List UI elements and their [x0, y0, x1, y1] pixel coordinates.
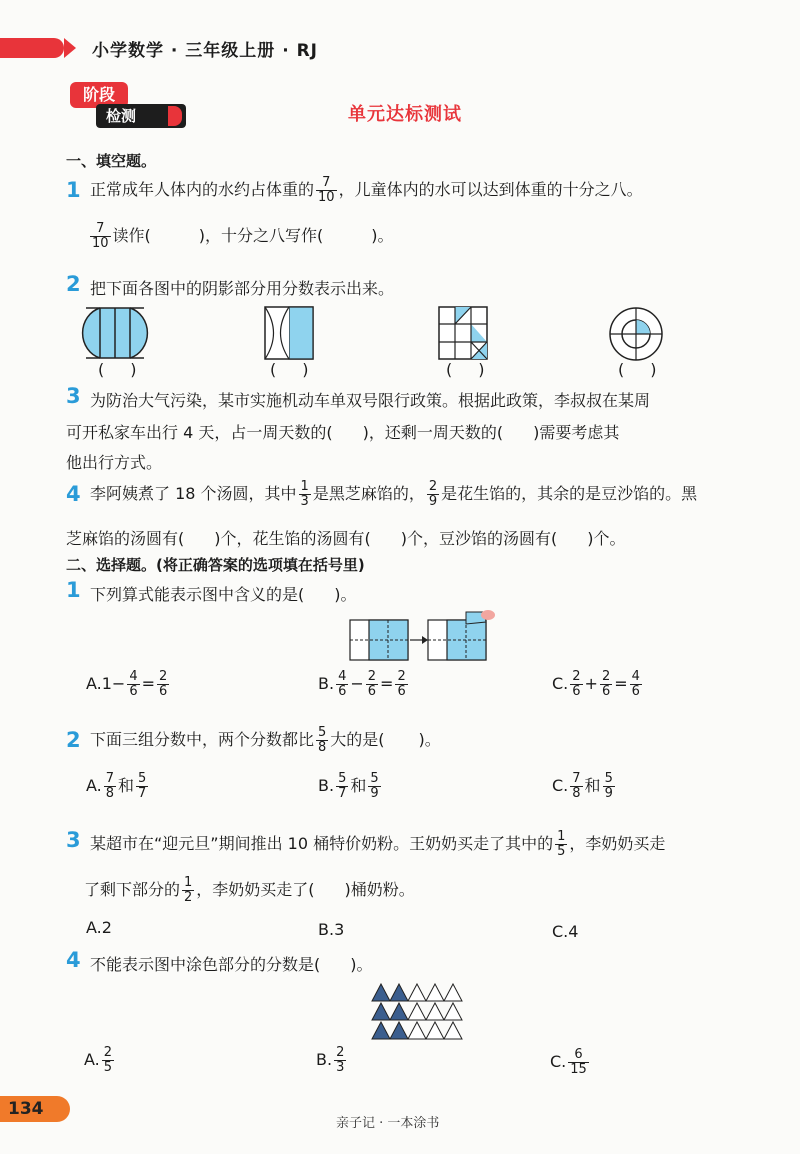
shaded-triangle — [372, 984, 390, 1001]
empty-triangle — [426, 1003, 444, 1020]
operator: = — [380, 674, 394, 693]
s2-q2-option-b[interactable] — [318, 772, 383, 801]
badge-line2: 检测 — [96, 104, 186, 128]
frac-num: 2 — [601, 669, 611, 684]
shaded-triangle — [372, 1003, 390, 1020]
frac-num: 5 — [318, 725, 327, 740]
s2-q3-line1 — [90, 830, 665, 859]
s1-q1-text-e: )。 — [371, 226, 394, 245]
frac-den: 6 — [397, 684, 406, 699]
frac-den: 6 — [367, 684, 377, 699]
frac-den: 15 — [570, 1062, 587, 1077]
frac-den: 6 — [159, 684, 168, 699]
footer-text: 亲子记 · 一本涂书 — [336, 1116, 440, 1131]
s1-q3-line2 — [66, 420, 619, 443]
s1-q4-line2 — [66, 526, 626, 549]
empty-triangle — [444, 1003, 462, 1020]
fraction — [316, 176, 337, 205]
s1-q4-line1 — [90, 480, 697, 509]
figure-target — [608, 306, 664, 362]
frac-den: 9 — [604, 786, 613, 801]
frac-num: 7 — [90, 222, 111, 237]
s2-q4-option-c[interactable] — [550, 1048, 591, 1077]
s2q3-line2-a: 了剩下部分的 — [84, 880, 181, 899]
s2-q1-option-c[interactable] — [552, 670, 644, 699]
frac-num: 2 — [397, 669, 406, 684]
q4-line2-b: )个，花生馅的汤圆有( — [214, 529, 371, 548]
header-accent-bar — [0, 38, 64, 58]
s2-q4-option-b[interactable] — [316, 1046, 348, 1075]
s2-q4-text — [90, 952, 373, 975]
stage-test-badge — [70, 82, 182, 130]
frac-num: 4 — [338, 669, 347, 684]
q4-line2-c: )个，豆沙馅的汤圆有( — [400, 529, 558, 548]
s1-q2-text: 把下面各图中的阴影部分用分数表示出来。 — [90, 279, 395, 298]
figure-curved-rect — [264, 306, 316, 360]
frac-num: 5 — [604, 771, 613, 786]
shaded-triangle — [390, 1022, 408, 1039]
operator: − — [350, 674, 364, 693]
option-label: C. — [552, 674, 569, 693]
paren-open: ( — [98, 360, 105, 379]
s2q2-text-a: 下面三组分数中，两个分数都比 — [90, 730, 315, 749]
frac-den: 7 — [338, 786, 347, 801]
empty-triangle — [444, 1022, 462, 1039]
frac-num: 7 — [105, 771, 115, 786]
s1-q1-line1 — [90, 176, 643, 205]
q4-text-b: 是黑芝麻馅的， — [312, 484, 425, 503]
s2q3-line2-b: ，李奶奶买走了( — [196, 880, 315, 899]
fraction — [299, 480, 311, 509]
fraction — [102, 1046, 114, 1075]
and-word: 和 — [584, 776, 601, 795]
frac-den: 6 — [572, 684, 581, 699]
s2q3-text-b: ，李奶奶买走 — [569, 834, 666, 853]
q4-text-c: 是花生馅的，其余的是豆沙馅的。黑 — [441, 484, 698, 503]
blank-fig3[interactable] — [446, 360, 485, 379]
fraction — [570, 772, 582, 801]
s2-q2-option-a[interactable] — [86, 772, 150, 801]
s2q1-text-b: )。 — [334, 585, 357, 604]
s1-q1-text-b: ，儿童体内的水可以达到体重的十分之八。 — [338, 180, 643, 199]
empty-triangle — [408, 1003, 426, 1020]
fraction — [568, 1048, 589, 1077]
s2-q4-option-a[interactable] — [84, 1046, 116, 1075]
s2-q3-option-c[interactable]: C.4 — [552, 922, 579, 941]
q3-text-b: )，还剩一周天数的( — [362, 423, 504, 442]
frac-den: 6 — [338, 684, 347, 699]
option-label: B. — [318, 674, 335, 693]
frac-num: 7 — [316, 176, 337, 191]
fraction — [336, 670, 348, 699]
figure-triangles — [370, 982, 466, 1040]
frac-den: 3 — [300, 494, 309, 509]
shaded-half — [289, 307, 313, 359]
s2-q1-option-b[interactable] — [318, 670, 410, 699]
s2-q3-number: 3 — [66, 828, 81, 852]
s2-q3-line2 — [84, 876, 415, 905]
frac-den: 8 — [318, 740, 327, 755]
fraction — [600, 670, 612, 699]
section2-heading: 二、选择题。(将正确答案的选项填在括号里) — [66, 556, 365, 574]
option-label: B. — [316, 1050, 333, 1069]
fraction — [336, 772, 348, 801]
s2-q4-number: 4 — [66, 948, 81, 972]
section1-heading: 一、填空题。 — [66, 152, 157, 170]
s2q4-text-b: )。 — [350, 955, 373, 974]
frac-num: 1 — [557, 829, 566, 844]
operator: = — [141, 674, 156, 693]
hand-icon — [481, 610, 495, 620]
option-label: A. — [84, 1050, 100, 1069]
frac-num: 7 — [572, 771, 581, 786]
paren-open: ( — [270, 360, 277, 379]
s1-q1-text-d: )，十分之八写作( — [198, 226, 324, 245]
fraction — [368, 772, 380, 801]
paren-close: ) — [130, 360, 137, 379]
fraction — [630, 670, 642, 699]
option-label: A.1− — [86, 674, 126, 693]
frac-den: 6 — [129, 684, 138, 699]
fraction — [570, 670, 582, 699]
s2-q2-number: 2 — [66, 728, 81, 752]
s2-q1-number: 1 — [66, 578, 81, 602]
frac-den: 7 — [138, 786, 147, 801]
s1-q1-line2 — [88, 222, 394, 251]
badge-line1: 阶段 — [70, 82, 128, 108]
fraction — [104, 772, 116, 801]
frac-den: 8 — [572, 786, 581, 801]
blank-fig2[interactable] — [270, 360, 309, 379]
page-title: 单元达标测试 — [348, 104, 462, 125]
frac-num: 1 — [300, 479, 309, 494]
frac-num: 6 — [568, 1048, 589, 1063]
paren-close: ) — [478, 360, 485, 379]
fraction — [427, 480, 439, 509]
frac-den: 8 — [105, 786, 115, 801]
s1-q2-number: 2 — [66, 272, 81, 296]
frac-den: 3 — [336, 1060, 345, 1075]
empty-triangle — [426, 984, 444, 1001]
figure-fold-rects — [348, 610, 496, 662]
blank-fig1[interactable] — [98, 360, 137, 379]
s2-q1-text — [90, 582, 357, 605]
empty-triangle — [408, 984, 426, 1001]
fraction — [395, 670, 407, 699]
frac-den: 9 — [428, 494, 438, 509]
fraction — [90, 222, 111, 251]
frac-num: 2 — [572, 669, 581, 684]
frac-den: 2 — [184, 890, 193, 905]
frac-num: 5 — [138, 771, 147, 786]
figure-circle-halves — [86, 306, 144, 360]
blank-fig4[interactable] — [618, 360, 657, 379]
s2-q2-text — [90, 726, 441, 755]
frac-num: 1 — [184, 875, 193, 890]
paren-close: ) — [650, 360, 657, 379]
fraction — [334, 1046, 346, 1075]
and-word: 和 — [118, 776, 135, 795]
fraction — [603, 772, 615, 801]
option-label: A. — [86, 776, 102, 795]
paren-close: ) — [302, 360, 309, 379]
s1-q1-text-a: 正常成年人体内的水约占体重的 — [90, 180, 315, 199]
s1-q1-text-c: 读作( — [112, 226, 151, 245]
frac-num: 4 — [631, 669, 640, 684]
frac-num: 2 — [336, 1045, 345, 1060]
shaded-triangle — [390, 1003, 408, 1020]
frac-num: 4 — [129, 669, 138, 684]
shaded-triangle — [372, 1022, 390, 1039]
frac-den: 10 — [318, 190, 335, 205]
s2-q3-option-a[interactable]: A.2 — [86, 918, 112, 937]
s2-q2-option-c[interactable] — [552, 772, 617, 801]
s2q2-text-c: )。 — [418, 730, 441, 749]
fraction — [182, 876, 194, 905]
s2q2-text-b: 大的是( — [330, 730, 385, 749]
paren-open: ( — [618, 360, 625, 379]
s2q3-line2-c: )桶奶粉。 — [344, 880, 415, 899]
q4-line2-d: )个。 — [587, 529, 626, 548]
fraction — [366, 670, 378, 699]
s2-q1-option-a[interactable] — [86, 670, 171, 699]
frac-den: 6 — [601, 684, 611, 699]
s1-q1-number: 1 — [66, 178, 81, 202]
empty-triangle — [426, 1022, 444, 1039]
shaded-triangle — [390, 984, 408, 1001]
frac-den: 9 — [370, 786, 379, 801]
s2q4-text-a: 不能表示图中涂色部分的分数是( — [90, 955, 321, 974]
q4-line2-a: 芝麻馅的汤圆有( — [66, 529, 185, 548]
frac-num: 5 — [370, 771, 379, 786]
empty-triangle — [444, 984, 462, 1001]
page-number: 134 — [0, 1096, 70, 1122]
badge-pencil-tip — [168, 106, 182, 126]
frac-num: 5 — [338, 771, 347, 786]
fraction — [157, 670, 169, 699]
frac-num: 2 — [428, 479, 438, 494]
s1-q3-number: 3 — [66, 384, 81, 408]
frac-num: 2 — [103, 1045, 113, 1060]
frac-den: 6 — [631, 684, 640, 699]
operator: = — [614, 674, 628, 693]
option-label: C. — [552, 776, 569, 795]
frac-den: 5 — [557, 844, 566, 859]
operator: + — [584, 674, 598, 693]
fraction — [555, 830, 567, 859]
empty-triangle — [408, 1022, 426, 1039]
figure-grid — [438, 306, 490, 360]
q3-text-a: 可开私家车出行 4 天，占一周天数的( — [66, 423, 333, 442]
s1-q3-line3: 他出行方式。 — [66, 453, 163, 472]
and-word: 和 — [350, 776, 367, 795]
fraction — [136, 772, 148, 801]
q4-text-a: 李阿姨煮了 18 个汤圆，其中 — [90, 484, 297, 503]
frac-num: 2 — [159, 669, 168, 684]
option-label: B. — [318, 776, 335, 795]
frac-den: 10 — [92, 236, 109, 251]
s1-q4-number: 4 — [66, 482, 81, 506]
fraction — [127, 670, 139, 699]
fraction — [316, 726, 328, 755]
s2-q3-option-b[interactable]: B.3 — [318, 920, 345, 939]
arrow-head — [422, 636, 428, 644]
s2q3-text-a: 某超市在“迎元旦”期间推出 10 桶特价奶粉。王奶奶买走了其中的 — [90, 834, 554, 853]
q3-text-c: )需要考虑其 — [533, 423, 620, 442]
frac-den: 5 — [103, 1060, 113, 1075]
book-title: 小学数学 · 三年级上册 · RJ — [92, 41, 319, 61]
s1-q3-line1: 为防治大气污染，某市实施机动车单双号限行政策。根据此政策，李叔叔在某周 — [90, 391, 651, 410]
s2q1-text-a: 下列算式能表示图中含义的是( — [90, 585, 305, 604]
option-label: C. — [550, 1052, 567, 1071]
frac-num: 2 — [367, 669, 377, 684]
paren-open: ( — [446, 360, 453, 379]
